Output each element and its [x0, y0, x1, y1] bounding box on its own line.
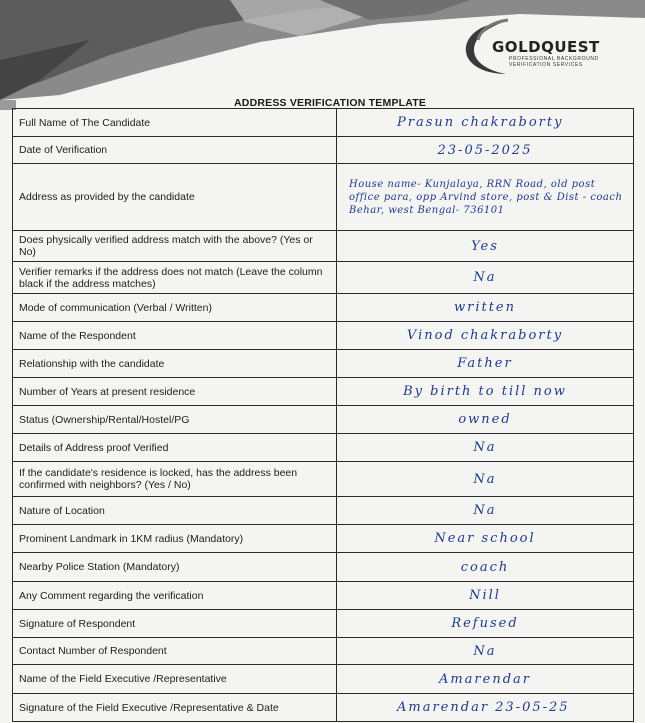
table-row [13, 350, 634, 378]
row-value: Yes [337, 231, 634, 262]
row-value: Na [337, 262, 634, 294]
table-row [13, 406, 634, 434]
row-value: Amarendar [337, 665, 634, 694]
row-label: If the candidate's residence is locked, has the address been confirmed with neighbors? (Yes / No) [13, 462, 337, 497]
row-value: Na [337, 462, 634, 497]
table-row [13, 665, 634, 694]
row-label: Nearby Police Station (Mandatory) [13, 553, 337, 582]
row-label: Nature of Location [13, 497, 337, 525]
table-row [13, 694, 634, 722]
row-value: written [337, 294, 634, 322]
goldquest-logo [462, 16, 632, 78]
row-label: Prominent Landmark in 1KM radius (Mandatory) [13, 525, 337, 553]
row-label: Any Comment regarding the verification [13, 582, 337, 610]
address-verification-table [12, 108, 634, 722]
row-value: Vinod chakraborty [337, 322, 634, 350]
row-label: Signature of Respondent [13, 610, 337, 638]
table-row [13, 378, 634, 406]
row-label: Mode of communication (Verbal / Written) [13, 294, 337, 322]
row-label: Name of the Respondent [13, 322, 337, 350]
table-row [13, 610, 634, 638]
row-label: Status (Ownership/Rental/Hostel/PG [13, 406, 337, 434]
table-row [13, 525, 634, 553]
logo-tagline: PROFESSIONAL BACKGROUND VERIFICATION SERVICES [509, 56, 599, 68]
row-value: coach [337, 553, 634, 582]
row-label: Number of Years at present residence [13, 378, 337, 406]
row-label: Date of Verification [13, 137, 337, 164]
row-label: Name of the Field Executive /Representative [13, 665, 337, 694]
row-value: Nill [337, 582, 634, 610]
row-value: Amarendar 23-05-25 [337, 694, 634, 722]
row-label: Details of Address proof Verified [13, 434, 337, 462]
table-row [13, 553, 634, 582]
row-value: Refused [337, 610, 634, 638]
document-title: ADDRESS VERIFICATION TEMPLATE [234, 97, 427, 109]
table-row [13, 109, 634, 137]
row-value: owned [337, 406, 634, 434]
row-value: 23-05-2025 [337, 137, 634, 164]
table-row [13, 262, 634, 294]
row-value: Near school [337, 525, 634, 553]
row-label: Full Name of The Candidate [13, 109, 337, 137]
logo-name: GOLDQUEST [492, 38, 600, 56]
row-label: Signature of the Field Executive /Representative & Date [13, 694, 337, 722]
row-value: Prasun chakraborty [337, 109, 634, 137]
table-row [13, 231, 634, 262]
row-value: Na [337, 497, 634, 525]
table-row [13, 294, 634, 322]
row-label: Contact Number of Respondent [13, 638, 337, 665]
table-row [13, 582, 634, 610]
row-label: Verifier remarks if the address does not match (Leave the column black if the address matches) [13, 262, 337, 294]
table-row [13, 434, 634, 462]
row-label: Relationship with the candidate [13, 350, 337, 378]
table-row [13, 497, 634, 525]
row-value: By birth to till now [337, 378, 634, 406]
row-value: House name- Kunjalaya, RRN Road, old post office para, opp Arvind store, post & Dist - coach Behar, west Bengal- 736101 [337, 164, 634, 231]
row-value: Na [337, 434, 634, 462]
row-label: Address as provided by the candidate [13, 164, 337, 231]
row-value: Father [337, 350, 634, 378]
row-label: Does physically verified address match with the above? (Yes or No) [13, 231, 337, 262]
table-row [13, 322, 634, 350]
table-row [13, 164, 634, 231]
table-row [13, 137, 634, 164]
table-row [13, 638, 634, 665]
table-row [13, 462, 634, 497]
row-value: Na [337, 638, 634, 665]
